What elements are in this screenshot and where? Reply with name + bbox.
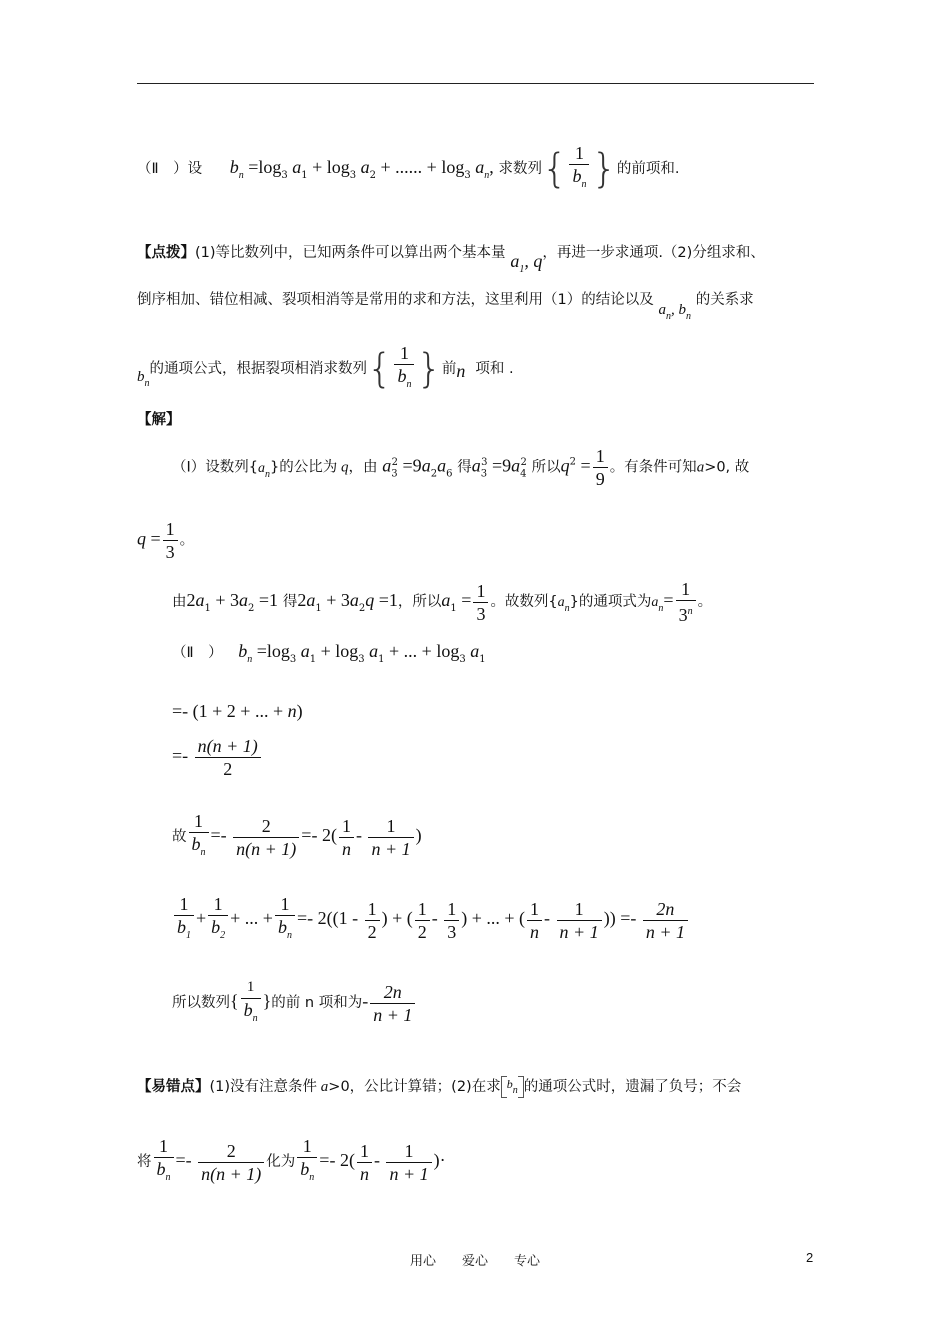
solution-line-8: $\frac{1}{b_1}$ + $\frac{1}{b_2}$ + ... + $\frac{1}{b_n}$ =- 2((1 - $\frac{1}{2}$ ) + ( $\frac{1}{2}$ - $\frac{1}{3}$ ) + ... + ( $\frac{1}{n}$ - $\frac{1}{n + 1}$ )) =- $\frac{2n}{n + 1}$ — [172, 893, 690, 947]
solution-line-9: 所以数列{ $\frac{1}{b_n}$ }的前 n 项和为- $\frac{2n}{n + 1}$ — [172, 976, 417, 1030]
part2-question: （Ⅱ ）设 $b_n =\log_3$ $a_1 + \log_3 a_2$ + ...... + $\log_3 a_n$, 求数列{ $\frac{1}{b_n}$ }的前项和. — [137, 143, 680, 192]
solution-line-1: （Ⅰ）设数列$\{a_n\}$的公比为 q，由 $a_3^2 =9a_2a_6$ 得$a_3^3 =9a_4^2$ 所以$q^2$ = $\frac{1}{9}$ 。有条件可知a>0, 故 — [172, 446, 750, 489]
solution-line-2: q = $\frac{1}{3}$ 。 — [137, 519, 195, 562]
hint-line-3: $b_n$的通项公式，根据裂项相消求数列{ $\frac{1}{b_n}$ }前n 项和 . — [137, 343, 514, 392]
solution-line-3: 由$2a_1 + 3a_2 =1$ 得$2a_1 + 3a_2q =1$，所以$a_1$ = $\frac{1}{3}$ 。故数列$\{a_n\}$的通项式为$a_n=$ $\frac{1}{3^n}$ 。 — [172, 579, 713, 625]
hint-line-2: 倒序相加、错位相减、裂项相消等是常用的求和方法，这里利用（1）的结论以及 $a_n$, $b_n$ 的关系求 — [137, 292, 754, 322]
solution-line-6: =- $\frac{n(n + 1)}{2}$ — [172, 735, 263, 780]
solution-line-7: 故 $\frac{1}{b_n}$ =- $\frac{2}{n(n + 1)}$ =- 2( $\frac{1}{n}$ - $\frac{1}{n + 1}$ ) — [172, 811, 422, 859]
pitfalls-line-1: 【易错点】(1)没有注意条件 a>0，公比计算错；(2)在求 $b_n$ 的通项公式时，遗漏了负号；不会 — [137, 1077, 742, 1096]
pitfalls-line-2: 将 $\frac{1}{b_n}$ =- $\frac{2}{n(n + 1)}$ 化为 $\frac{1}{b_n}$ =- 2( $\frac{1}{n}$ - $\frac{1}{n + 1}$ )· — [137, 1136, 446, 1184]
solution-title: 【解】 — [137, 412, 181, 428]
solution-line-4: （Ⅱ ） $b_n =\log_3$ $a_1 + \log_3 a_1$ + ... + $\log_3 a_1$ — [172, 641, 486, 665]
hint-line-1: 【点拨】(1)等比数列中，已知两条件可以算出两个基本量 $a_1$, q，再进一步求通项.（2)分组求和、 — [137, 245, 765, 275]
header-rule — [137, 83, 814, 84]
page-number: 2 — [806, 1250, 814, 1265]
footer-text: 用心 爱心 专心 — [409, 1254, 540, 1269]
solution-line-5: =- (1 + 2 + ... + n) — [172, 701, 303, 721]
